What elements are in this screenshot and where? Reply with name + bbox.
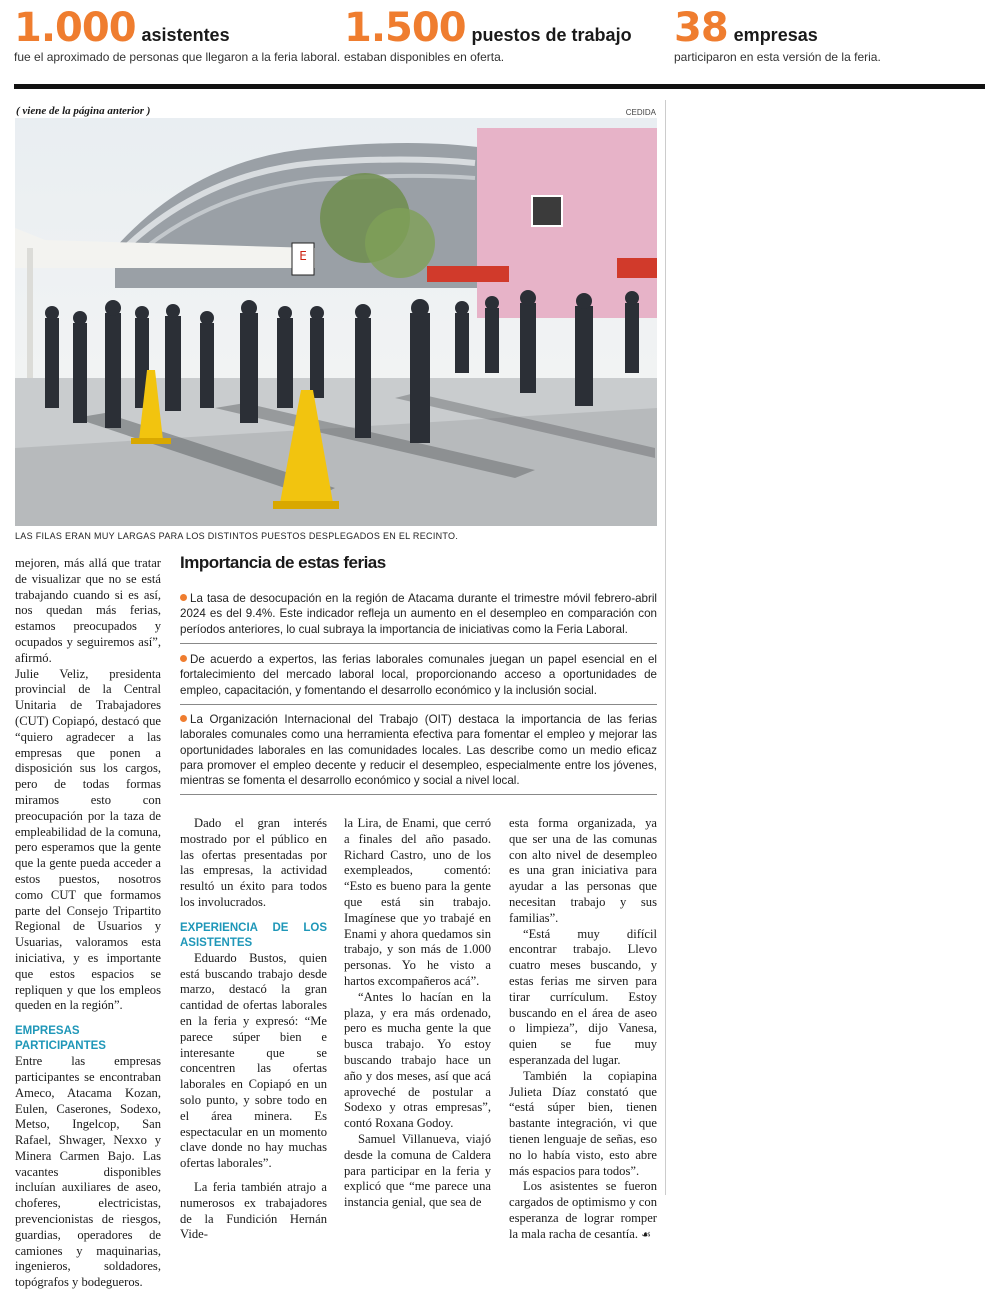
bullet-dot-icon [180,594,187,601]
box-divider [180,643,657,644]
paragraph: mejoren, más allá que tratar de visualizar que no se está trabajando cuando si es así, nos quedan más ferias, estamos preocupados y ocupados y seguiremos así”, afirmó. [15,556,161,665]
continued-label: ( viene de la página anterior ) [16,105,151,117]
box-title: Importancia de estas ferias [180,553,386,572]
stat-word: puestos de trabajo [471,25,632,45]
paragraph: La feria también atrajo a numerosos ex trabajadores de la Fundición Hernán Vide- [180,1179,327,1242]
subheading: EXPERIENCIA DE LOS ASISTENTES [180,921,327,949]
stat-number: 1.000 [14,5,136,51]
paragraph: Julie Veliz, presidenta provincial de la Central Unitaria de Trabajadores (CUT) Copiapó, destacó que “quiero agradecer a las empresas que ponen a disposición sus los cargos, pero de todas formas miramos esto con preocupación por la taza de empleabilidad de la comuna, pero esperamos que la gente que la gente pueda acceder a estos puestos, nosotros como CUT que formamos parte del Consejo Tripartito Regional de Usuarios y Usuarias, valoramos esta iniciativa, y es importante que estos espacios se repliquen y que los empleos queden en la región”. [15,666,161,1013]
stat-companies [674,6,881,64]
box-bullet [180,652,657,698]
article-column-4 [509,816,657,1243]
paragraph [509,1179,657,1242]
box-divider [180,704,657,705]
paragraph-text: Los asistentes se fueron cargados de optimismo y con esperanza de lograr romper la mala racha de cesantía. [509,1179,657,1241]
bullet-text: La tasa de desocupación en la región de Atacama durante el trimestre móvil febrero-abril 2024 es del 9.4%. Este indicador refleja un aumento en el desempleo en comparación con períodos anteriores, lo cual subraya la importancia de iniciativas como la Feria Laboral. [180,592,657,636]
box-divider [180,794,657,795]
article-column-2 [180,816,327,1243]
bullet-text: La Organización Internacional del Trabajo (OIT) destaca la importancia de las ferias laborales comunales como una herramienta efectiva para fomentar el empleo y mejorar las oportunidades laborales en las comunidades locales. Las describe como un medio eficaz para promover el empleo decente y reducir el desempleo, especialmente entre los jóvenes, mientras se fomenta el desarrollo económico y social a nivel local. [180,713,657,788]
stat-word: empresas [733,25,818,45]
article-column-3 [344,816,491,1211]
paragraph: esta forma organizada, ya que ser una de las comunas con alto nivel de desempleo es una gran iniciativa para ayudar a las personas que necesitan trabajo y sus familias”. [509,816,657,925]
bullet-text: De acuerdo a expertos, las ferias laborales comunales juegan un papel esencial en el fortalecimiento del mercado laboral local, proporcionando acceso a oportunidades de empleo, capacitación, y fomentando el desarrollo económico y la inclusión social. [180,653,657,697]
stat-description: participaron en esta versión de la feria. [674,50,881,64]
photo-caption: LAS FILAS ERAN MUY LARGAS PARA LOS DISTINTOS PUESTOS DESPLEGADOS EN EL RECINTO. [15,531,459,541]
photo-credit: CEDIDA [625,108,656,117]
top-rule [14,84,985,89]
paragraph: Eduardo Bustos, quien está buscando trabajo desde marzo, destacó la gran cantidad de ofertas laborales en la feria y expresó: “Me parece súper bien e interesante que se concentren las ofertas laborales en Copiapó en un solo punto, y sobre todo en el área minera. Es espectacular en un momento clave donde no hay muchas ofertas laborales”. [180,950,327,1171]
column-divider [665,100,666,1195]
box-bullet [180,591,657,637]
paragraph: “Antes lo hacían en la plaza, y era más ordenado, pero es mucha gente la que busca trabajo. Yo estoy buscando trabajo hace un año y dos meses, así que acá aproveché de postular a Sodexo y otras empresas”, contó Roxana Godoy. [344,989,491,1131]
article-column-1 [15,556,161,1291]
stat-number: 1.500 [344,5,466,51]
stat-number: 38 [674,5,728,51]
bullet-dot-icon [180,715,187,722]
stat-word: asistentes [141,25,230,45]
bullet-dot-icon [180,655,187,662]
stat-description: estaban disponibles en oferta. [344,50,505,64]
stat-description: fue el aproximado de personas que llegaron a la feria laboral. [14,50,341,64]
box-bullet [180,712,657,788]
event-photo [15,118,657,526]
paragraph: “Está muy difícil encontrar trabajo. Llevo cuatro meses buscando, y estas ferias me sirven para tirar currículum. Estoy buscando en el área de aseo o limpieza”, dijo Vanesa, quien se fue muy esperanzada del lugar. [509,926,657,1067]
paragraph: Samuel Villanueva, viajó desde la comuna de Caldera para participar en la feria y explicó que “me parece una instancia genial, que sea de [344,1131,491,1210]
end-mark-icon: ☙ [641,1227,652,1241]
paragraph: la Lira, de Enami, que cerró a finales del año pasado. Richard Castro, uno de los exempleados, comentó: “Esto es bueno para la gente que está sin trabajo. Imagínese que yo trabajé en Enami y ahora quedamos sin trabajo, y son más de 1.000 personas. Yo he visto a hartos excompañeros acá”. [344,816,491,988]
subheading: EMPRESAS PARTICIPANTES [15,1025,106,1053]
photo-illustration [15,118,657,526]
stat-jobs [344,6,632,64]
stat-attendees [14,6,340,64]
paragraph: Dado el gran interés mostrado por el público en las ofertas presentadas por las empresas, la actividad resultó un éxito para todos los involucrados. [180,816,327,909]
paragraph: Entre las empresas participantes se encontraban Ameco, Atacama Kozan, Eulen, Caserones, Sodexo, Metso, Ingelcop, San Rafael, Shwager, Nexxo y Minera Carmen Bajo. Las vacantes disponibles incluían auxiliares de aseo, choferes, electricistas, prevencionistas de riesgos, guardias, operadores de camiones y maquinarias, ingenieros, soldadores, topógrafos y bodegueros. [15,1054,161,1290]
svg-text:E: E [299,249,307,263]
paragraph: También la copiapina Julieta Díaz constató que “está súper bien, tienen bastante integración, vi que tienen lenguaje de señas, eso no lo había visto, esto abre más espacios para todos”. [509,1068,657,1178]
